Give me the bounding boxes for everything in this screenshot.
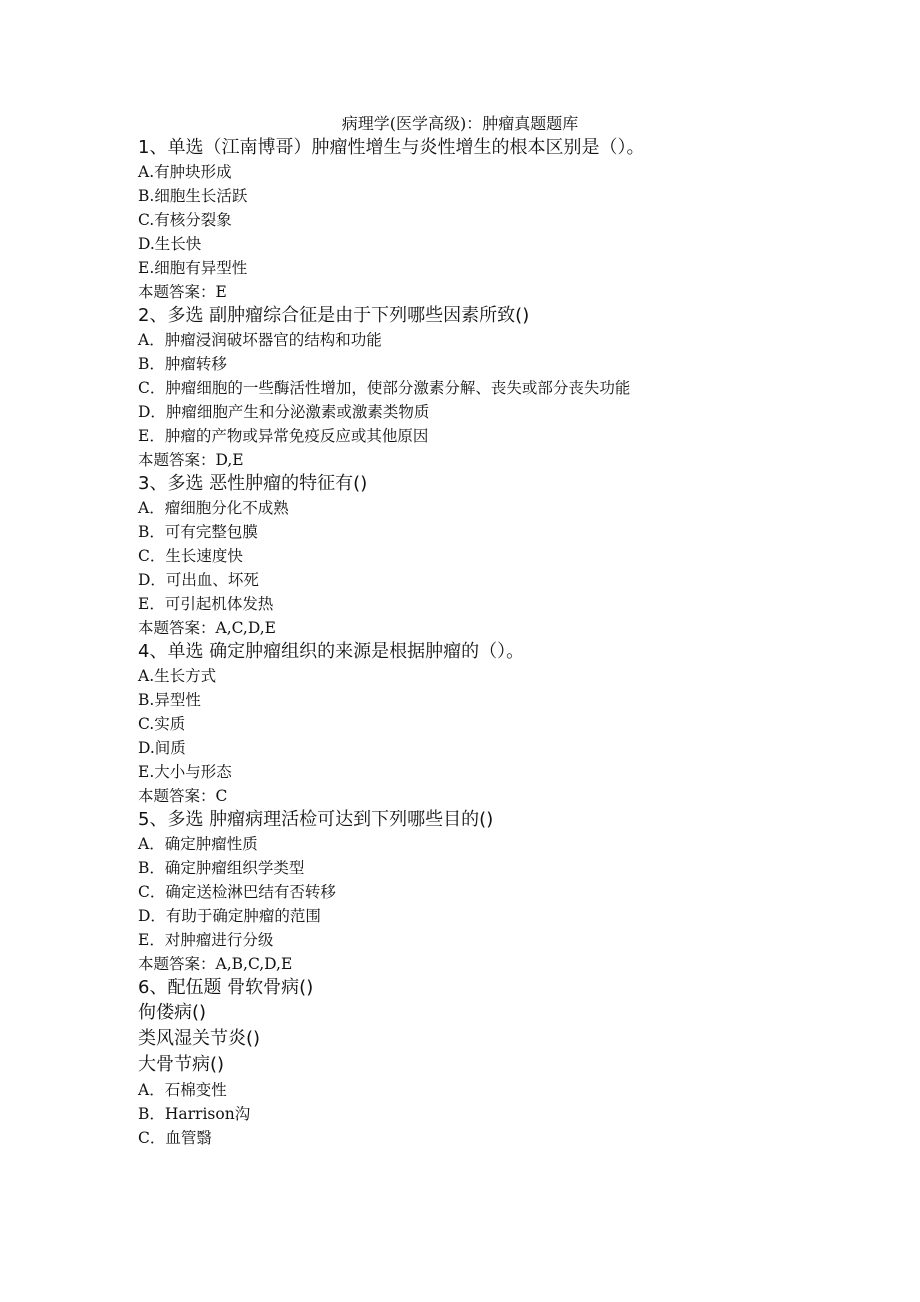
option-c: C．确定送检淋巴结有否转移 [138, 883, 336, 901]
question-block [138, 304, 878, 472]
option-e: E.细胞有异型性 [138, 259, 248, 277]
answer-line: 本题答案：D,E [138, 451, 244, 469]
option-d: D．肿瘤细胞产生和分泌激素或激素类物质 [138, 403, 430, 421]
question-block [138, 808, 878, 976]
option-b: B．Harrison沟 [138, 1105, 251, 1123]
option-b: B．确定肿瘤组织学类型 [138, 859, 305, 877]
option-c: C．生长速度快 [138, 547, 243, 565]
question-heading: 3、多选 恶性肿瘤的特征有() [138, 473, 368, 494]
option-b: B.异型性 [138, 691, 201, 709]
option-a: A．石棉变性 [138, 1081, 227, 1099]
option-e: E．可引起机体发热 [138, 595, 274, 613]
option-c: C.实质 [138, 715, 186, 733]
sub-question: 大骨节病() [138, 1054, 225, 1075]
option-a: A．瘤细胞分化不成熟 [138, 499, 289, 517]
answer-line: 本题答案：A,B,C,D,E [138, 955, 293, 973]
question-heading: 5、多选 肿瘤病理活检可达到下列哪些目的() [138, 809, 494, 830]
option-d: D.间质 [138, 739, 186, 757]
question-block [138, 136, 878, 304]
option-d: D.生长快 [138, 235, 202, 253]
option-e: E．肿瘤的产物或异常免疫反应或其他原因 [138, 427, 429, 445]
question-heading: 4、单选 确定肿瘤组织的来源是根据肿瘤的（）。 [138, 641, 525, 662]
question-list [138, 136, 878, 1150]
option-e: E.大小与形态 [138, 763, 232, 781]
option-c: C．血管翳 [138, 1129, 212, 1147]
matching-question-block [138, 976, 878, 1150]
question-block [138, 640, 878, 808]
answer-line: 本题答案：E [138, 283, 227, 301]
answer-line: 本题答案：A,C,D,E [138, 619, 276, 637]
option-a: A.有肿块形成 [138, 163, 232, 181]
option-b: B．可有完整包膜 [138, 523, 258, 541]
question-heading: 1、单选（江南博哥）肿瘤性增生与炎性增生的根本区别是（）。 [138, 137, 645, 158]
option-b: B.细胞生长活跃 [138, 187, 248, 205]
option-a: A.生长方式 [138, 667, 217, 685]
question-heading: 6、配伍题 骨软骨病() [138, 977, 314, 998]
sub-question: 类风湿关节炎() [138, 1028, 261, 1049]
option-c: C．肿瘤细胞的一些酶活性增加，使部分激素分解、丧失或部分丧失功能 [138, 379, 631, 397]
option-d: D．可出血、坏死 [138, 571, 259, 589]
option-a: A．肿瘤浸润破坏器官的结构和功能 [138, 331, 382, 349]
document-title: 病理学(医学高级)：肿瘤真题题库 [341, 114, 579, 133]
sub-question: 佝偻病() [138, 1002, 207, 1023]
option-e: E．对肿瘤进行分级 [138, 931, 274, 949]
option-d: D．有助于确定肿瘤的范围 [138, 907, 321, 925]
question-heading: 2、多选 副肿瘤综合征是由于下列哪些因素所致() [138, 305, 530, 326]
answer-line: 本题答案：C [138, 787, 228, 805]
option-b: B．肿瘤转移 [138, 355, 227, 373]
option-a: A．确定肿瘤性质 [138, 835, 258, 853]
option-c: C.有核分裂象 [138, 211, 232, 229]
question-block [138, 472, 878, 640]
